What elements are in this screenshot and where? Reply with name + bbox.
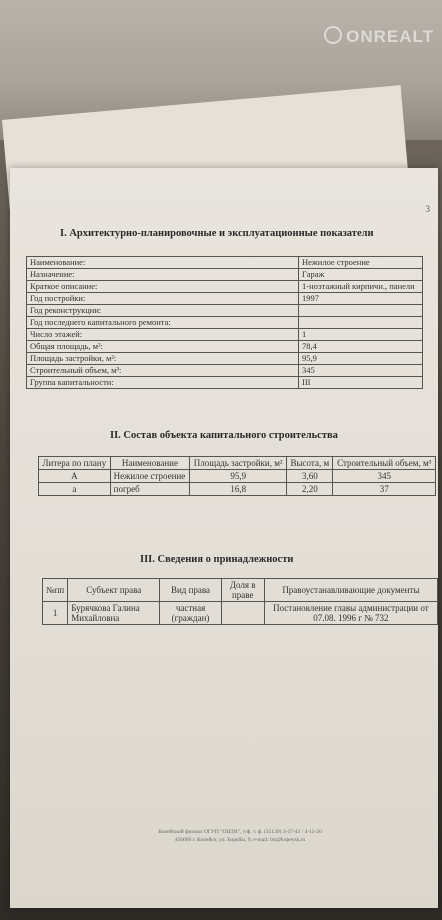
- table-row: [27, 305, 423, 317]
- indicator-value: [299, 305, 423, 317]
- watermark: [324, 26, 434, 47]
- column-header: Правоустанавливающие документы: [264, 579, 437, 602]
- footer: [130, 828, 350, 844]
- indicator-label: Год постройки:: [27, 293, 299, 305]
- indicator-value: 345: [299, 365, 423, 377]
- indicator-label: Краткое описание:: [27, 281, 299, 293]
- table-cell: частная (граждан): [160, 602, 221, 625]
- indicator-value: 1-ноэтажный кирпичн., панели: [299, 281, 423, 293]
- table-cell: 37: [333, 483, 436, 496]
- section3-title: III. Сведения о принадлежности: [140, 554, 294, 565]
- indicator-label: Год реконструкции:: [27, 305, 299, 317]
- table-cell: 1: [43, 602, 68, 625]
- column-header: Строительный объем, м³: [333, 457, 436, 470]
- table-cell: а: [39, 483, 111, 496]
- column-header: Литера по плану: [39, 457, 111, 470]
- page-number: 3: [425, 204, 430, 214]
- table-row: [27, 329, 423, 341]
- table-cell: [221, 602, 264, 625]
- table-cell: Нежилое строение: [110, 470, 190, 483]
- column-header: Вид права: [160, 579, 221, 602]
- indicator-label: Строительный объем, м³:: [27, 365, 299, 377]
- indicator-label: Наименование:: [27, 257, 299, 269]
- column-header: Высота, м: [287, 457, 333, 470]
- indicator-value: 95,9: [299, 353, 423, 365]
- watermark-logo-icon: [324, 26, 342, 44]
- table-row: [27, 293, 423, 305]
- indicators-table: [26, 256, 423, 389]
- indicator-value: 78,4: [299, 341, 423, 353]
- table-row: [39, 470, 436, 483]
- indicator-label: Число этажей:: [27, 329, 299, 341]
- footer-line1: Копейский филиал ОГУП "ОЦТИ", т/ф. т. ф. (35139) 3-37-43 / 4-11-20: [158, 829, 322, 835]
- footer-line2: 456600 г. Копейск, ул. Борьбы, 9, e-mail: bti@kopeysk.ru: [174, 837, 306, 843]
- table-row: [27, 341, 423, 353]
- table-cell: 345: [333, 470, 436, 483]
- document-page: [10, 168, 438, 908]
- column-header: Площадь застройки, м²: [190, 457, 287, 470]
- watermark-text: ONREALT: [346, 27, 434, 46]
- ownership-table: [42, 578, 438, 625]
- column-header: №пп: [43, 579, 68, 602]
- table-cell: Бурячкова Галина Михайловна: [68, 602, 160, 625]
- table-cell: 3,60: [287, 470, 333, 483]
- column-header: Доля в праве: [221, 579, 264, 602]
- indicator-label: Группа капитальности:: [27, 377, 299, 389]
- indicator-value: III: [299, 377, 423, 389]
- table-row: [27, 377, 423, 389]
- column-header: Субъект права: [68, 579, 160, 602]
- section1-title: I. Архитектурно-планировочные и эксплуатационные показатели: [60, 228, 374, 239]
- indicator-label: Назначение:: [27, 269, 299, 281]
- table-cell: погреб: [110, 483, 190, 496]
- indicator-value: 1: [299, 329, 423, 341]
- table-cell: А: [39, 470, 111, 483]
- section2-title: II. Состав объекта капитального строительства: [110, 430, 338, 441]
- table-cell: 16,8: [190, 483, 287, 496]
- indicator-value: 1997: [299, 293, 423, 305]
- table-row: [27, 281, 423, 293]
- indicator-value: Нежилое строение: [299, 257, 423, 269]
- table-row: [27, 353, 423, 365]
- indicator-value: Гараж: [299, 269, 423, 281]
- indicator-label: Общая площадь, м²:: [27, 341, 299, 353]
- table-row: [39, 483, 436, 496]
- table-cell: 2,20: [287, 483, 333, 496]
- indicator-value: [299, 317, 423, 329]
- column-header: Наименование: [110, 457, 190, 470]
- table-row: [27, 269, 423, 281]
- indicator-label: Год последнего капитального ремонта:: [27, 317, 299, 329]
- table-row: [27, 317, 423, 329]
- indicator-label: Площадь застройки, м²:: [27, 353, 299, 365]
- table-row: [43, 602, 438, 625]
- composition-table: [38, 456, 436, 496]
- table-row: [27, 365, 423, 377]
- table-row: [27, 257, 423, 269]
- table-cell: Постановление главы администрации от 07.08. 1996 г № 732: [264, 602, 437, 625]
- table-cell: 95,9: [190, 470, 287, 483]
